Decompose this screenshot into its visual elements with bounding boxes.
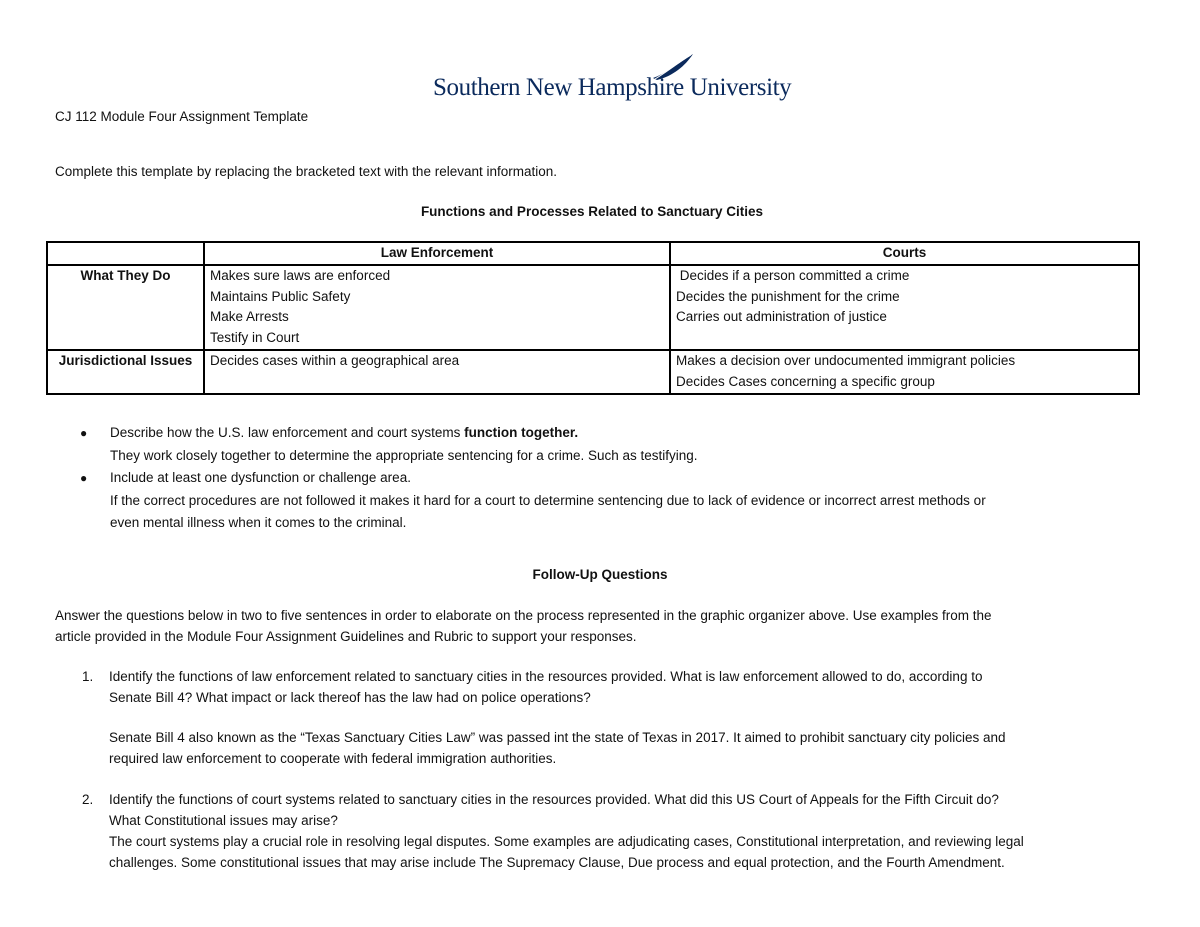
bullet-prompt: Include at least one dysfunction or challenge area.: [110, 470, 411, 485]
question-number: 2.: [82, 792, 94, 807]
cell-line: Decides the punishment for the crime: [676, 288, 900, 304]
cell-line: Makes a decision over undocumented immigrant policies: [676, 352, 1016, 368]
cell-line: Testify in Court: [210, 330, 300, 346]
cell-line: Decides cases within a geographical area: [210, 352, 460, 368]
question-1: [109, 666, 982, 708]
header-law-enforcement: Law Enforcement: [204, 242, 670, 265]
snhu-logo: [433, 52, 792, 104]
answer-line: challenges. Some constitutional issues that may arise include The Supremacy Clause, Due process and equal protection, and the Fourth Amendment.: [109, 855, 1005, 870]
bullet-icon: ●: [80, 426, 88, 440]
question-number: 1.: [82, 669, 94, 684]
intro-line: Answer the questions below in two to five sentences in order to elaborate on the process represented in the graphic organizer above. Use examples from the: [55, 608, 992, 623]
row-label-jurisdictional-issues: Jurisdictional Issues: [47, 350, 204, 394]
list-item: [76, 467, 986, 535]
answer-line: Senate Bill 4 also known as the “Texas Sanctuary Cities Law” was passed int the state of Texas in 2017. It aimed to prohibit sanctuary city policies and: [109, 730, 1006, 745]
cell-line: Decides Cases concerning a specific group: [676, 373, 935, 389]
header-empty: [47, 242, 204, 265]
bullet-list: [76, 422, 986, 535]
cell-line: Makes sure laws are enforced: [210, 267, 391, 283]
intro-line: article provided in the Module Four Assignment Guidelines and Rubric to support your responses.: [55, 629, 637, 644]
graphic-organizer-table: [46, 241, 1140, 395]
cell-line: Decides if a person committed a crime: [676, 267, 910, 283]
answer-line: required law enforcement to cooperate with federal immigration authorities.: [109, 751, 557, 766]
bullet-icon: ●: [80, 471, 88, 485]
bullet-prompt: [110, 422, 986, 445]
bullet-answer: If the correct procedures are not followed it makes it hard for a court to determine sentencing due to lack of evidence or incorrect arrest methods or: [110, 492, 986, 508]
followup-intro: [55, 605, 992, 647]
prompt-bold-text: function together: [464, 425, 575, 440]
course-title: CJ 112 Module Four Assignment Template: [55, 109, 309, 124]
cell-law-jurisdictional: [204, 350, 670, 394]
header-courts: Courts: [670, 242, 1139, 265]
row-label-what-they-do: What They Do: [47, 265, 204, 350]
cell-line: Carries out administration of justice: [676, 309, 887, 325]
cell-law-what-they-do: [204, 265, 670, 350]
cell-line: Make Arrests: [210, 309, 289, 325]
answer-1: [109, 727, 1005, 769]
prompt-text: Describe how the U.S. law enforcement and court systems: [110, 425, 465, 440]
instructions: Complete this template by replacing the bracketed text with the relevant information.: [55, 164, 558, 179]
table-header-row: [47, 242, 1139, 265]
table-title: Functions and Processes Related to Sanctuary Cities: [420, 204, 764, 219]
bullet-answer: even mental illness when it comes to the criminal.: [110, 515, 407, 530]
cell-courts-what-they-do: [670, 265, 1139, 350]
table-row: [47, 350, 1139, 394]
list-item: [76, 422, 986, 467]
question-line: Identify the functions of law enforcement related to sanctuary cities in the resources provided. What is law enforcement allowed to do, according to: [109, 669, 983, 684]
question-line: Identify the functions of court systems related to sanctuary cities in the resources provided. What did this US Court of Appeals for the Fifth Circuit do?: [109, 792, 999, 807]
question-line: Senate Bill 4? What impact or lack thereof has the law had on police operations?: [109, 690, 591, 705]
question-2: [109, 789, 1024, 873]
question-line: What Constitutional issues may arise?: [109, 813, 338, 828]
cell-courts-jurisdictional: [670, 350, 1139, 394]
table-row: [47, 265, 1139, 350]
cell-line: Maintains Public Safety: [210, 288, 351, 304]
answer-line: The court systems play a crucial role in resolving legal disputes. Some examples are adjudicating cases, Constitutional interpretation, and reviewing legal: [109, 834, 1024, 849]
bullet-answer: They work closely together to determine the appropriate sentencing for a crime. Such as testifying.: [110, 447, 698, 463]
logo-wordmark: Southern New Hampshire University: [433, 74, 792, 101]
prompt-end: .: [574, 425, 579, 440]
followup-heading: Follow-Up Questions: [532, 567, 668, 582]
